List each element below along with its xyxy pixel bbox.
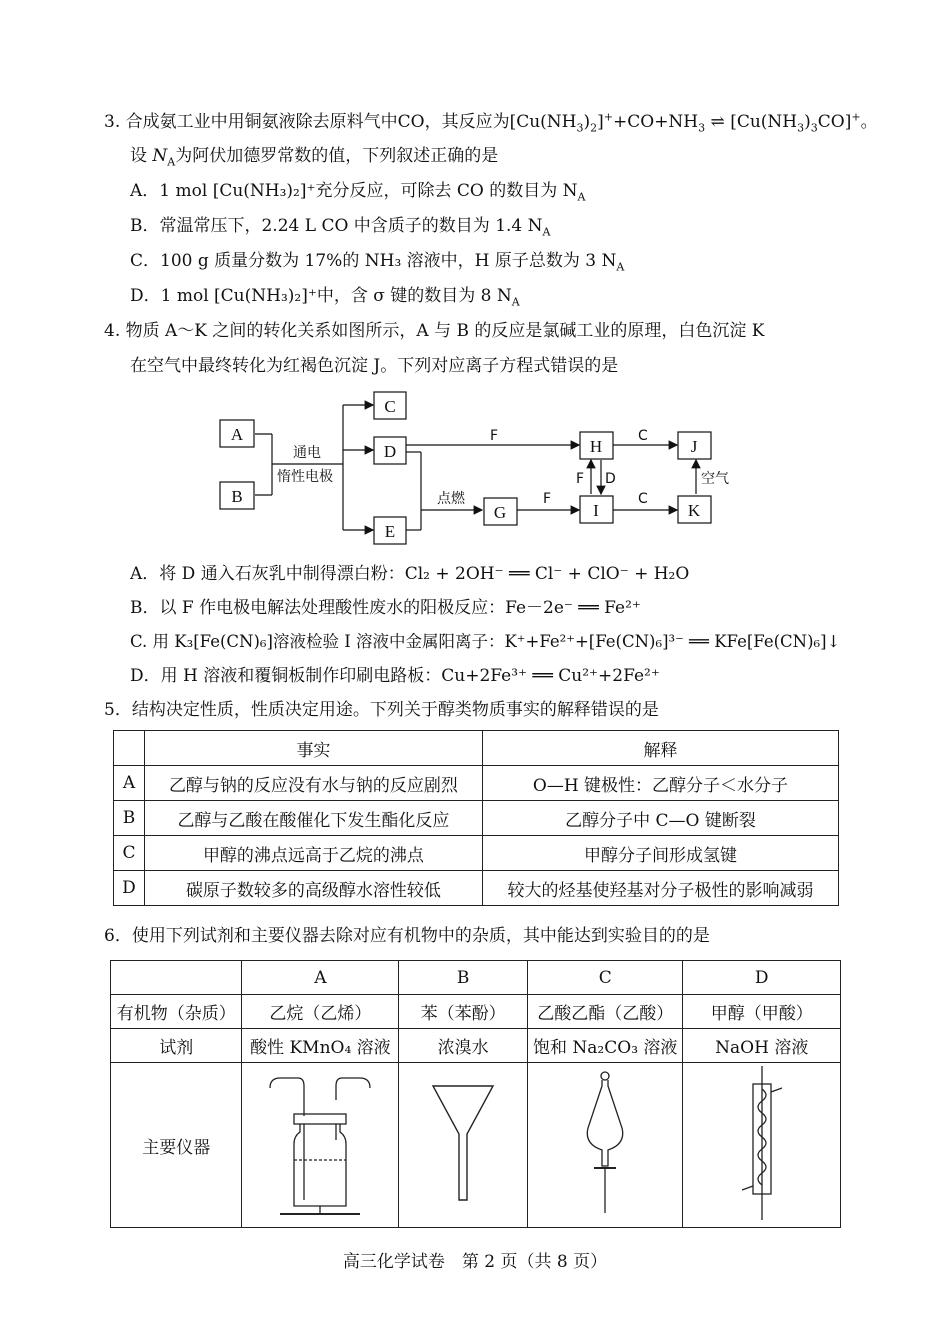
node-i-label: I [593, 501, 599, 520]
q4-option-a: A．将 D 通入石灰乳中制得漂白粉：Cl₂ + 2OH⁻ ══ Cl⁻ + ClO⁻ + H₂O [130, 564, 690, 584]
table-row [111, 1029, 841, 1063]
q4-line2: 在空气中最终转化为红褐色沉淀 J。下列对应离子方程式错误的是 [130, 356, 619, 376]
table-header: B [399, 961, 528, 995]
gas-washing-bottle-cell [242, 1063, 399, 1228]
q4-option-b: B．以 F 作电极电解法处理酸性废水的阳极反应：Fe－2e⁻ ══ Fe²⁺ [130, 598, 641, 618]
q6-stem: 6．使用下列试剂和主要仪器去除对应有机物中的杂质，其中能达到实验目的的是 [104, 926, 710, 946]
q5-table [113, 730, 839, 906]
table-row [111, 995, 841, 1029]
funnel-icon [428, 1078, 498, 1208]
table-cell: 甲醇分子间形成氢键 [482, 836, 838, 871]
node-a-label: A [230, 425, 244, 444]
table-row [114, 836, 839, 871]
label-c-1: C [638, 428, 648, 444]
node-c-label: C [384, 397, 396, 416]
table-cell: 乙烷（乙烯） [242, 995, 399, 1029]
table-row [114, 801, 839, 836]
node-g-label: G [493, 503, 507, 522]
table-cell: 乙酸乙酯（乙酸） [527, 995, 683, 1029]
node-e-label: E [384, 522, 396, 541]
separatory-funnel-icon [580, 1068, 630, 1218]
table-row [111, 961, 841, 995]
node-b-label: B [231, 487, 243, 506]
table-cell: 碳原子数较多的高级醇水溶性较低 [144, 871, 482, 906]
table-cell: A [114, 766, 145, 801]
q3-line2: 设 $N_A$为阿伏加德罗常数的值，下列叙述正确的是 [130, 146, 499, 169]
table-cell: 较大的烃基使羟基对分子极性的影响减弱 [482, 871, 838, 906]
q3-option-c: C．100 g 质量分数为 17%的 NH₃ 溶液中，H 原子总数为 3 $N_A$ [130, 251, 625, 274]
label-ignite: 点燃 [437, 491, 465, 507]
conversion-diagram [215, 390, 745, 550]
page-footer: 高三化学试卷 第 2 页（共 8 页） [342, 1252, 608, 1272]
node-d-label: D [383, 442, 397, 461]
q5-stem: 5．结构决定性质，性质决定用途。下列关于醇类物质事实的解释错误的是 [104, 700, 659, 720]
node-h-label: H [589, 437, 603, 456]
label-electrolysis-1: 通电 [293, 445, 321, 461]
table-cell: 酸性 KMnO₄ 溶液 [242, 1029, 399, 1063]
gas-washing-bottle-icon [260, 1064, 380, 1222]
table-row [111, 1063, 841, 1228]
table-cell: 有机物（杂质） [111, 995, 242, 1029]
table-cell: 乙醇分子中 C—O 键断裂 [482, 801, 838, 836]
label-electrolysis-2: 惰性电极 [277, 469, 333, 485]
table-cell: 乙醇与乙酸在酸催化下发生酯化反应 [144, 801, 482, 836]
table-header: C [527, 961, 683, 995]
table-row [114, 871, 839, 906]
label-c-2: C [638, 491, 648, 507]
table-cell: 甲醇的沸点远高于乙烷的沸点 [144, 836, 482, 871]
label-d: D [605, 471, 616, 487]
q3-line1: 3. 合成氨工业中用铜氨液除去原料气中CO，其反应为$[Cu(NH_3)_2]^++CO+NH_3$ ⇌ $[Cu(NH_3)_3CO]^+$。 [104, 110, 878, 135]
node-j-label: J [690, 437, 698, 456]
table-cell: 试剂 [111, 1029, 242, 1063]
table-cell [114, 731, 145, 766]
table-cell: 主要仪器 [111, 1063, 242, 1228]
q3-option-d: D．1 mol [Cu(NH₃)₂]⁺中，含 σ 键的数目为 8 $N_A$ [130, 286, 520, 309]
table-header: A [242, 961, 399, 995]
table-row [114, 731, 839, 766]
table-cell [111, 961, 242, 995]
label-f-1: F [490, 428, 499, 444]
label-f-3: F [543, 491, 552, 507]
table-row [114, 766, 839, 801]
q4-option-c: C. 用 K₃[Fe(CN)₆]溶液检验 I 溶液中金属阳离子：K⁺+Fe²⁺+[Fe(CN)₆]³⁻ ══ KFe[Fe(CN)₆]↓ [130, 632, 841, 651]
table-cell: 苯（苯酚） [399, 995, 528, 1029]
separatory-funnel-cell [527, 1063, 683, 1228]
table-cell: 甲醇（甲酸） [683, 995, 841, 1029]
table-header: 解释 [482, 731, 838, 766]
table-cell: O—H 键极性：乙醇分子＜水分子 [482, 766, 838, 801]
table-cell: C [114, 836, 145, 871]
condenser-cell [683, 1063, 841, 1228]
q4-option-d: D．用 H 溶液和覆铜板制作印刷电路板：Cu+2Fe³⁺ ══ Cu²⁺+2Fe²⁺ [130, 666, 660, 686]
table-cell: 浓溴水 [399, 1029, 528, 1063]
table-cell: NaOH 溶液 [683, 1029, 841, 1063]
q4-line1: 4. 物质 A～K 之间的转化关系如图所示，A 与 B 的反应是氯碱工业的原理，白色沉淀 K [104, 321, 765, 341]
label-air: 空气 [701, 471, 729, 487]
q3-option-b: B．常温常压下，2.24 L CO 中含质子的数目为 1.4 $N_A$ [130, 216, 551, 239]
bulb-condenser-icon [732, 1064, 792, 1222]
table-cell: 饱和 Na₂CO₃ 溶液 [527, 1029, 683, 1063]
label-f-2: F [576, 471, 585, 487]
table-cell: 乙醇与钠的反应没有水与钠的反应剧烈 [144, 766, 482, 801]
table-header: D [683, 961, 841, 995]
table-header: 事实 [144, 731, 482, 766]
node-k-label: K [687, 501, 701, 520]
table-cell: B [114, 801, 145, 836]
q6-table [110, 960, 841, 1228]
table-cell: D [114, 871, 145, 906]
q3-option-a: A．1 mol [Cu(NH₃)₂]⁺充分反应，可除去 CO 的数目为 $N_A$ [130, 181, 586, 204]
funnel-cell [399, 1063, 528, 1228]
